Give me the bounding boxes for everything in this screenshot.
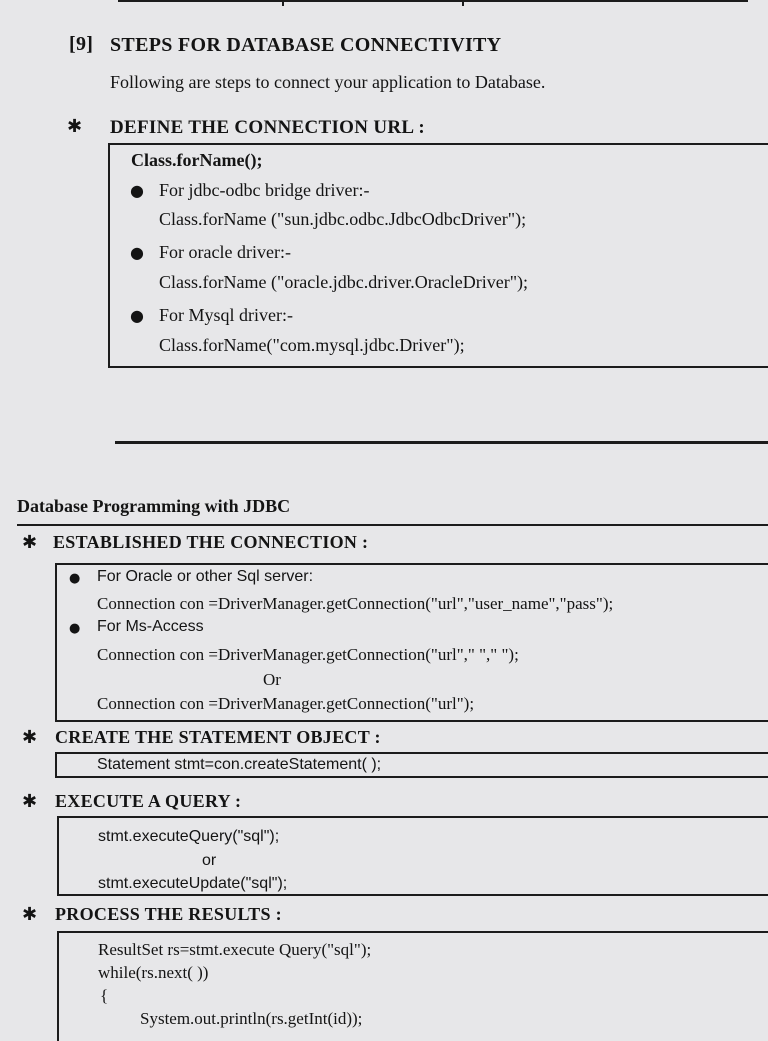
step4-box (57, 816, 768, 896)
step1-item-code: Class.forName ("oracle.jdbc.driver.OracleDriver"); (159, 272, 529, 292)
bullet-star-icon: ✱ (22, 727, 38, 748)
step2-item-code: Connection con =DriverManager.getConnection("url"," "," "); (97, 645, 519, 664)
step1-item-label: For jdbc-odbc bridge driver:- (159, 180, 370, 200)
bullet-star-icon: ✱ (22, 904, 38, 925)
step1-item-label: For oracle driver:- (159, 242, 291, 262)
step4-code-update: stmt.executeUpdate("sql"); (98, 875, 288, 892)
step4-code-query: stmt.executeQuery("sql"); (98, 828, 280, 845)
section-title: STEPS FOR DATABASE CONNECTIVITY (110, 34, 502, 56)
step1-heading: DEFINE THE CONNECTION URL : (110, 117, 425, 138)
step3-box (55, 752, 768, 778)
bullet-dot-icon: ● (69, 571, 81, 586)
step1-item-code: Class.forName("com.mysql.jdbc.Driver"); (159, 335, 465, 355)
step1-box (108, 143, 768, 368)
top-box-tick-right (462, 0, 464, 6)
step1-item-code: Class.forName ("sun.jdbc.odbc.JdbcOdbcDriver"); (159, 209, 527, 229)
bullet-star-icon: ✱ (67, 116, 83, 137)
step5-code-line: ResultSet rs=stmt.execute Query("sql"); (98, 940, 372, 959)
step4-heading: EXECUTE A QUERY : (55, 791, 242, 811)
step1-item-label: For Mysql driver:- (159, 305, 293, 325)
bullet-dot-icon: ● (69, 621, 81, 636)
step5-box (57, 931, 768, 1041)
step2-box (55, 563, 768, 722)
running-header: Database Programming with JDBC (17, 496, 291, 516)
bullet-dot-icon: ● (130, 243, 144, 262)
bullet-star-icon: ✱ (22, 532, 38, 553)
step4-or-text: or (202, 852, 217, 869)
top-box-edge (118, 0, 748, 2)
intro-text: Following are steps to connect your application to Database. (110, 72, 546, 92)
step2-item-label: For Ms-Access (97, 618, 204, 635)
step2-item-code: Connection con =DriverManager.getConnection("url","user_name","pass"); (97, 594, 614, 613)
step2-or-text: Or (263, 670, 281, 689)
step2-alt-code: Connection con =DriverManager.getConnection("url"); (97, 694, 475, 713)
bullet-dot-icon: ● (130, 181, 144, 200)
step5-code-line: System.out.println(rs.getInt(id)); (140, 1009, 363, 1028)
step2-item-label: For Oracle or other Sql server: (97, 568, 314, 585)
running-header-rule (17, 524, 768, 526)
step3-code: Statement stmt=con.createStatement( ); (97, 756, 382, 773)
bullet-dot-icon: ● (130, 306, 144, 325)
step3-heading: CREATE THE STATEMENT OBJECT : (55, 727, 381, 747)
top-box-tick-left (282, 0, 284, 6)
page1-bottom-rule (115, 441, 768, 444)
step5-code-line: while(rs.next( )) (98, 963, 209, 982)
step1-box-title: Class.forName(); (131, 150, 263, 170)
bullet-star-icon: ✱ (22, 791, 38, 812)
step5-heading: PROCESS THE RESULTS : (55, 904, 282, 924)
step2-heading: ESTABLISHED THE CONNECTION : (53, 532, 369, 552)
section-number: [9] (69, 33, 94, 55)
step5-code-line: { (100, 986, 109, 1005)
